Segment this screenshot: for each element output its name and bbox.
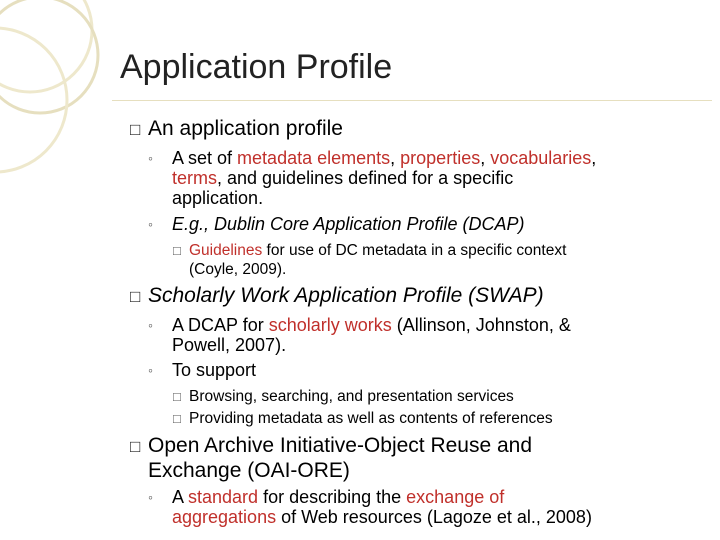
sub-bullet-definition	[148, 148, 596, 208]
subsub-bullet-guidelines: □ Guidelines for use of DC metadata in a specific context (Coyle, 2009).	[173, 242, 567, 278]
subsub-bullet-providing: □ Providing metadata as well as contents of references	[173, 410, 553, 427]
square-bullet-icon: □	[173, 389, 181, 404]
bullet-text: An application profile	[148, 117, 343, 140]
term-scholarly-works: scholarly works	[268, 315, 392, 335]
sub-bullet-text: To support	[172, 360, 257, 380]
square-bullet-icon: □	[130, 120, 141, 139]
subsub-bullet-browsing: □ Browsing, searching, and presentation services	[173, 388, 514, 405]
sub-bullet-text: A standard for describing the exchange of aggregations of Web resources (Lagoze et al., 2008)	[172, 487, 592, 527]
term-vocabularies: vocabularies	[490, 148, 592, 168]
circle-bullet-icon: ◦	[148, 362, 153, 378]
sub-bullet-to-support	[148, 360, 256, 380]
square-bullet-icon: □	[130, 287, 141, 306]
sub-bullet-dcap-scholarly	[148, 315, 571, 355]
square-bullet-icon: □	[173, 243, 181, 258]
circle-bullet-icon: ◦	[148, 489, 153, 505]
term-standard: standard	[188, 487, 259, 507]
term-terms: terms	[172, 168, 217, 188]
sub-bullet-example	[148, 214, 524, 234]
circle-bullet-icon: ◦	[148, 317, 153, 333]
circle-bullet-icon: ◦	[148, 150, 153, 166]
sub-bullet-text: E.g., Dublin Core Application Profile (DCAP)	[172, 214, 525, 234]
slide-title: Application Profile	[120, 48, 393, 86]
square-bullet-icon: □	[130, 437, 141, 456]
deco-ring-middle	[0, 0, 98, 113]
title-divider	[112, 100, 712, 101]
bullet-swap	[130, 284, 544, 308]
sub-bullet-ore-standard	[148, 487, 592, 527]
deco-ring-outer	[0, 0, 92, 92]
term-metadata-elements: metadata elements	[237, 148, 391, 168]
sub-bullet-text: A DCAP for scholarly works (Allinson, Johnston, & Powell, 2007).	[172, 315, 571, 355]
term-exchange-of: exchange of	[406, 487, 505, 507]
term-aggregations: aggregations	[172, 507, 277, 527]
bullet-text: Scholarly Work Application Profile (SWAP)	[148, 284, 544, 307]
bullet-oai-ore: □ Open Archive Initiative-Object Reuse and Exchange (OAI-ORE)	[130, 434, 533, 482]
term-guidelines: Guidelines	[189, 242, 263, 259]
bullet-application-profile	[130, 117, 343, 141]
deco-ring-lower	[0, 28, 67, 172]
sub-bullet-text: A set of metadata elements, properties, vocabularies, terms, and guidelines defined for a specific application.	[172, 148, 597, 208]
square-bullet-icon: □	[173, 411, 181, 426]
term-properties: properties	[400, 148, 481, 168]
circle-bullet-icon: ◦	[148, 216, 153, 232]
